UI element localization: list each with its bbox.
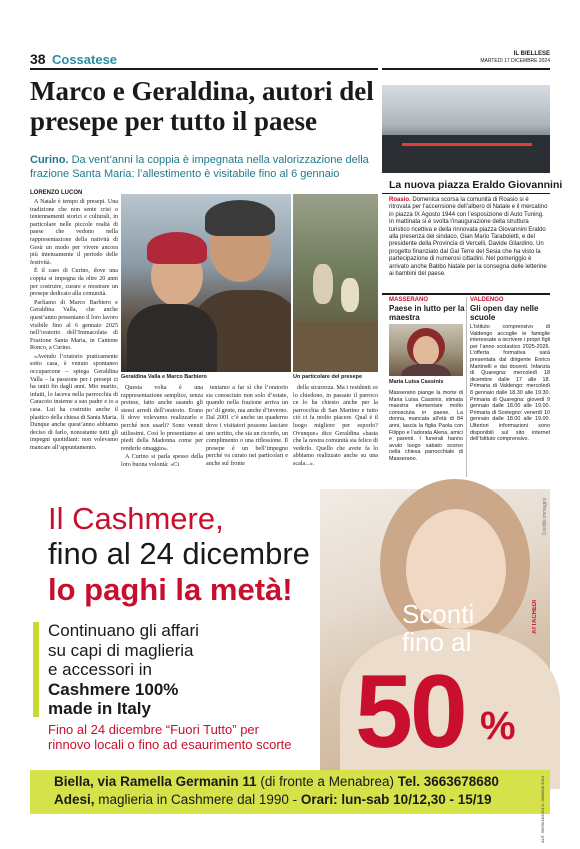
ad-small-line: rinnovo locali o fino ad esaurimento scorte [48, 737, 292, 752]
masserano-headline: Paese in lutto per la maestra [389, 304, 465, 322]
subhead-text: Da vent’anni la coppia è impegnata nella valorizzazione della frazione Santa Maria: l’allestimento è visitabile fino al 6 gennaio [30, 154, 369, 180]
valdengo-headline: Gli open day nelle scuole [470, 304, 539, 322]
paragraph: Questa volta è una rappresentazione semplice, senza pretese, fatto anche usando gli stessi arredi dell’oratorio. Erano lì dove volevamo realizzarlo e perché non usarli? Sono venuti utilissimi. Così lo presentiamo ai piedi della Madonna come per renderle omaggio». [121, 385, 203, 452]
ad-body-line: e accessori in [48, 660, 152, 679]
footer-description: maglieria in Cashmere dal 1990 - [98, 792, 298, 807]
ad-line-2: fino al 24 dicembre [48, 536, 310, 571]
article-subhead [30, 153, 382, 181]
footer-note: (di fronte a Menabrea) [260, 774, 394, 789]
photo-piazza [382, 85, 550, 173]
paragraph: A Natale è tempo di presepi. Una tradizione che non sente crisi o tentennamenti storici e culturali, in particolare nelle piccole realtà di paese che vedono nella rappresentazione della natività di Gesù un modo per vivere ancora più intensamente il periodo delle festività. [30, 199, 118, 266]
masthead [480, 51, 550, 65]
valdengo-text: L’Istituto comprensivo di Valdengo accoglie le famiglie interessate a iscrivere i propri figli per l’anno scolastico 2025-2026. L’offerta formativa sarà presentata dal dirigente Enrico Martinelli e dai docenti. Infanzia di Quaregna: mercoledì 18 dicembre dalle 17 alle 18. Primaria di Valdengo: mercoledì 8 gennaio dalle 18.30 alle 19.30. Primaria di Quaregna: giovedì 9 gennaio dalle 18.00 alle 19.00. Primaria di Sostegno: venerdì 10 gennaio dalle 18.00 alle 19.00. Ulteriori informazioni sono disponibili sul sito internet dell’Istituto comprensivo. [470, 324, 550, 443]
footer-address: via Ramella Germanin 11 [97, 774, 257, 789]
piazza-location: Roasio. [389, 197, 411, 203]
ad-small-text [48, 722, 348, 752]
paragraph: della sicurezza. Ma i residenti ce lo chiedono, in passato il parroco ce lo ha chiesto anche per la parrocchia di San Martino e tutto ciò ci fa molto piacere. Qual è il luogo migliore per esporlo? Ovunque» dice Geraldina «basta che la nostra comunità sia felice di vederlo. Quello che avete fa lo abbiamo realizzato anche su una scala...». [293, 385, 378, 467]
footer-phone: Tel. 3663678680 [397, 774, 499, 789]
presepe-ground-shape [293, 322, 378, 372]
ad-body-line: Cashmere 100% [48, 679, 179, 699]
subhead-location: Curino. [30, 154, 69, 166]
page-number: 38 [30, 51, 46, 67]
photo-couple [121, 194, 291, 372]
ad-body-line: Continuano gli affari [48, 621, 199, 640]
ad-small-line: Fino al 24 dicembre “Fuori Tutto” per [48, 722, 259, 737]
column-separator [466, 297, 467, 477]
man-hat-shape [205, 200, 275, 236]
section-title: Cossatese [52, 52, 118, 67]
article-headline: Marco e Geraldina, autori del presepe per tutto il paese [30, 76, 374, 136]
paragraph: A Curino si parla spesso della loro buona volontà: «Ci [121, 454, 203, 468]
article-column-2 [121, 385, 203, 471]
masserano-caption: Maria Luisa Cassinis [389, 379, 444, 385]
footer-city: Biella, [54, 774, 94, 789]
ad-sconti-line: Sconti [402, 599, 475, 629]
top-rule-right [382, 68, 550, 70]
ad-brand: ATTACHEDI [532, 600, 538, 634]
piazza-rule [382, 193, 550, 194]
ad-body-line: su capi di maglieria [48, 640, 194, 660]
portrait-body-shape [401, 364, 451, 376]
woman-jacket-shape [127, 304, 217, 372]
ad-discount-number: 50 [355, 654, 465, 770]
ad-body [48, 621, 338, 719]
ad-accent-bar [33, 622, 39, 717]
byline: LORENZO LUCON [30, 190, 83, 196]
piazza-body: Domenica scorsa la comunità di Roasio si è ritrovata per l’accensione dell’albero di Natale e il mercatino in piazza IX Agosto 1944 con l’esposizione di Auto Tuning. In mattinata si è svolta l’inaugurazione della struttura turistico ricettiva e della rinnovata piazza Giovannini Eraldo alla presenza del sindaco, Gian Mario Taraboletti, e del presidente della Provincia di Vercelli, Davide Gilardino. Un progetto finanziato dal Gal Terre del Sesia che ha visto la partecipazione di numerosi cittadini. Nel pomeriggio è arrivato anche Babbo Natale per la consegna delle letterine ai bambini del paese. [389, 197, 548, 278]
ad-footer-line-1 [54, 773, 499, 790]
paragraph: Parliamo di Marco Barbiero e Geraldina Valla, che anche quest’anno presentano il loro lavoro visibile fino al 6 gennaio 2025 nell’oratorio dell’Immacolata di Frazione Santa Maria, in Cantone Ronco, a Curino. [30, 299, 118, 352]
crowd-shape [382, 135, 550, 173]
top-rule-left [30, 68, 378, 70]
ad-sconti-line: fino al [402, 627, 472, 657]
photo-maria-luisa [389, 324, 463, 376]
ad-authorization-code: AUT. 99/09/11/2024 N. 0000000 2024 [540, 776, 545, 843]
ad-credit: Credits immagini [542, 498, 548, 536]
sidebar-rule [382, 293, 550, 295]
portrait-face-shape [413, 336, 439, 366]
masserano-text: Masserano piange la morte di Maria Luisa Cassinis, stimata maestra elementare molto conosciuta in paese. La donna, mancata all’età di 84 anni, lascia la figlia Paola con Filippo e l’adorata Alena, amici e parenti. I funerali hanno avuto luogo sabato scorso nella chiesa parrocchiale di Masserano. [389, 390, 463, 462]
ad-percent-sign: % [480, 704, 516, 748]
valdengo-kicker: VALDENGO [470, 297, 504, 303]
ad-body-line: made in Italy [48, 699, 151, 718]
paragraph: «Avendo l’oratorio praticamente sotto casa, è venuto spontaneo occuparcene – spiega Geraldina Valla – la passione per i presepi ci ha uniti fin dagli anni. Mio marito, infatti, lo faceva nella parrocchia di Caracoto insieme a suo padre e io a casa. Lui ha costruito anche il plastico della chiesa di Santa Maria. Dunque anche quest’anno abbiamo deciso di farlo, nonostante tutti gli impegni quotidiani: non volevamo mancare all’appuntamento. [30, 353, 118, 451]
woman-hat-shape [147, 232, 207, 264]
masthead-date: MARTEDÌ 17 DICEMBRE 2024 [480, 58, 550, 64]
ad-line-3: lo paghi la metà! [48, 572, 293, 607]
ad-line-1: Il Cashmere, [48, 501, 224, 536]
piazza-title: La nuova piazza Eraldo Giovannini [389, 179, 563, 191]
masthead-name: IL BIELLESE [513, 51, 550, 57]
ad-sconti [402, 600, 474, 656]
paragraph: teniamo a far sì che l’oratorio sia conosciuto non solo d’estate, quando nella frazione arriva un po’ di gente, ma anche d’inverno. Dal 2001 c’è anche un quaderno dove i visitatori possono lasciare uno scritto, che sia un ricordo, un complimento o una riflessione. Il presepe è un bell’impegno perché va curato nei particolari e anche sul fronte [206, 385, 288, 467]
caption-presepe: Un particolare del presepe [293, 374, 363, 380]
photo-presepe [293, 194, 378, 372]
presepe-figure-shape [341, 278, 359, 312]
ad-footer-line-2 [54, 791, 492, 808]
footer-hours: Orari: lun-sab 10/12,30 - 15/19 [300, 792, 492, 807]
paragraph: È il caso di Curino, dove una coppia si impegna da oltre 20 anni per costruire, curare e mostrare un presepe dedicato alla comunità. [30, 268, 118, 298]
ribbon-shape [402, 143, 532, 146]
piazza-text [389, 197, 550, 278]
masserano-kicker: MASSERANO [389, 297, 429, 303]
footer-city: Adesi, [54, 792, 95, 807]
article-column-3 [206, 385, 288, 470]
article-column-4 [293, 385, 378, 470]
caption-couple: Geraldina Valla e Marco Barbiero [121, 374, 207, 380]
presepe-figure-shape [313, 264, 333, 304]
